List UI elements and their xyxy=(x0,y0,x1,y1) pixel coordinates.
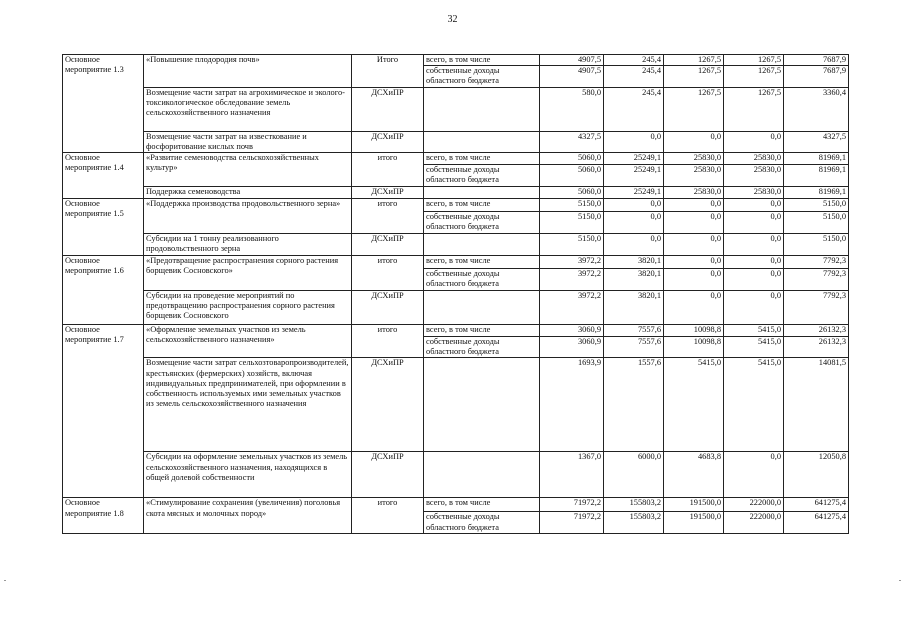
value-cell: 25830,0 xyxy=(724,187,784,199)
executor-cell: итого xyxy=(352,199,424,234)
value-cell: 26132,3 xyxy=(784,337,849,358)
value-cell: 5150,0 xyxy=(784,199,849,212)
value-cell: 14081,5 xyxy=(784,358,849,452)
value-cell: 0,0 xyxy=(724,199,784,212)
value-cell: 0,0 xyxy=(724,452,784,498)
event-cell: Основное мероприятие 1.6 xyxy=(63,256,144,325)
value-cell: 1267,5 xyxy=(724,55,784,66)
executor-cell: ДСХиПР xyxy=(352,234,424,256)
value-cell: 4907,5 xyxy=(540,55,604,66)
value-cell: 5150,0 xyxy=(540,199,604,212)
value-cell: 0,0 xyxy=(664,212,724,234)
value-cell: 191500,0 xyxy=(664,498,724,512)
executor-cell: Итого xyxy=(352,55,424,88)
value-cell: 25830,0 xyxy=(724,153,784,165)
source-cell: всего, в том числе xyxy=(424,498,540,512)
value-cell: 5060,0 xyxy=(540,153,604,165)
value-cell: 5150,0 xyxy=(784,234,849,256)
value-cell: 0,0 xyxy=(664,291,724,325)
table-row xyxy=(63,55,849,66)
event-name-cell: «Развитие семеноводства сельскохозяйственных культур» xyxy=(144,153,352,187)
event-name-cell: Возмещение части затрат на агрохимическое и эколого-токсикологическое обследование земель сельскохозяйственного назначения xyxy=(144,88,352,132)
value-cell: 25249,1 xyxy=(604,187,664,199)
value-cell: 0,0 xyxy=(664,132,724,153)
table-row xyxy=(63,132,849,153)
value-cell: 245,4 xyxy=(604,66,664,88)
value-cell: 245,4 xyxy=(604,55,664,66)
value-cell: 0,0 xyxy=(724,132,784,153)
value-cell: 1267,5 xyxy=(724,66,784,88)
executor-cell: итого xyxy=(352,153,424,187)
executor-cell: итого xyxy=(352,498,424,534)
event-name-cell: Возмещение части затрат сельхозтоваропроизводителей, крестьянских (фермерских) хозяйств, включая индивидуальных предпринимателей, при оформлении в собственность используемых ими земельных участков из земель сельскохозяйственного назначения xyxy=(144,358,352,452)
executor-cell: итого xyxy=(352,325,424,358)
value-cell: 25830,0 xyxy=(664,153,724,165)
event-name-cell: «Повышение плодородия почв» xyxy=(144,55,352,88)
value-cell: 7792,3 xyxy=(784,291,849,325)
value-cell: 3972,2 xyxy=(540,269,604,291)
event-cell: Основное мероприятие 1.8 xyxy=(63,498,144,534)
scan-artifact xyxy=(899,580,901,581)
table-row xyxy=(63,153,849,165)
value-cell: 10098,8 xyxy=(664,325,724,337)
table-row xyxy=(63,256,849,269)
value-cell: 81969,1 xyxy=(784,165,849,187)
source-cell xyxy=(424,132,540,153)
value-cell: 3972,2 xyxy=(540,291,604,325)
value-cell: 4683,8 xyxy=(664,452,724,498)
value-cell: 25830,0 xyxy=(664,165,724,187)
value-cell: 222000,0 xyxy=(724,498,784,512)
event-cell: Основное мероприятие 1.3 xyxy=(63,55,144,153)
value-cell: 580,0 xyxy=(540,88,604,132)
source-cell: всего, в том числе xyxy=(424,199,540,212)
event-name-cell: «Предотвращение распространения сорного растения борщевик Сосновского» xyxy=(144,256,352,291)
table-row xyxy=(63,452,849,498)
value-cell: 25830,0 xyxy=(724,165,784,187)
event-name-cell: «Поддержка производства продовольственного зерна» xyxy=(144,199,352,234)
value-cell: 0,0 xyxy=(664,199,724,212)
value-cell: 7792,3 xyxy=(784,256,849,269)
source-cell xyxy=(424,88,540,132)
source-cell: всего, в том числе xyxy=(424,153,540,165)
event-name-cell: Возмещение части затрат на известкование и фосфоритование кислых почв xyxy=(144,132,352,153)
value-cell: 3820,1 xyxy=(604,256,664,269)
budget-table xyxy=(62,54,849,534)
value-cell: 155803,2 xyxy=(604,512,664,534)
source-cell: собственные доходы областного бюджета xyxy=(424,512,540,534)
event-name-cell: «Оформление земельных участков из земель сельскохозяйственного назначения» xyxy=(144,325,352,358)
value-cell: 25830,0 xyxy=(664,187,724,199)
value-cell: 81969,1 xyxy=(784,153,849,165)
value-cell: 5415,0 xyxy=(724,358,784,452)
value-cell: 3820,1 xyxy=(604,269,664,291)
value-cell: 0,0 xyxy=(724,269,784,291)
value-cell: 0,0 xyxy=(664,269,724,291)
value-cell: 4327,5 xyxy=(784,132,849,153)
value-cell: 7557,6 xyxy=(604,337,664,358)
value-cell: 0,0 xyxy=(664,256,724,269)
table-row xyxy=(63,291,849,325)
table-row xyxy=(63,234,849,256)
value-cell: 26132,3 xyxy=(784,325,849,337)
event-cell: Основное мероприятие 1.4 xyxy=(63,153,144,199)
value-cell: 0,0 xyxy=(724,291,784,325)
source-cell xyxy=(424,358,540,452)
value-cell: 4327,5 xyxy=(540,132,604,153)
value-cell: 7687,9 xyxy=(784,66,849,88)
value-cell: 10098,8 xyxy=(664,337,724,358)
value-cell: 5060,0 xyxy=(540,187,604,199)
value-cell: 71972,2 xyxy=(540,512,604,534)
value-cell: 7687,9 xyxy=(784,55,849,66)
event-cell: Основное мероприятие 1.7 xyxy=(63,325,144,498)
event-name-cell: Поддержка семеноводства xyxy=(144,187,352,199)
source-cell: всего, в том числе xyxy=(424,55,540,66)
source-cell: собственные доходы областного бюджета xyxy=(424,212,540,234)
source-cell: собственные доходы областного бюджета xyxy=(424,269,540,291)
value-cell: 25249,1 xyxy=(604,153,664,165)
executor-cell: ДСХиПР xyxy=(352,452,424,498)
value-cell: 0,0 xyxy=(664,234,724,256)
value-cell: 7792,3 xyxy=(784,269,849,291)
value-cell: 0,0 xyxy=(604,132,664,153)
value-cell: 0,0 xyxy=(724,212,784,234)
value-cell: 5150,0 xyxy=(540,212,604,234)
table-row xyxy=(63,325,849,337)
source-cell xyxy=(424,234,540,256)
value-cell: 1267,5 xyxy=(664,88,724,132)
value-cell: 191500,0 xyxy=(664,512,724,534)
executor-cell: итого xyxy=(352,256,424,291)
event-name-cell: Субсидии на проведение мероприятий по предотвращению распространения сорного растения борщевик Сосновского xyxy=(144,291,352,325)
value-cell: 3060,9 xyxy=(540,325,604,337)
source-cell xyxy=(424,187,540,199)
value-cell: 5415,0 xyxy=(724,337,784,358)
source-cell: собственные доходы областного бюджета xyxy=(424,66,540,88)
value-cell: 1267,5 xyxy=(664,55,724,66)
value-cell: 71972,2 xyxy=(540,498,604,512)
event-name-cell: Субсидии на 1 тонну реализованного продовольственного зерна xyxy=(144,234,352,256)
source-cell: всего, в том числе xyxy=(424,256,540,269)
value-cell: 245,4 xyxy=(604,88,664,132)
value-cell: 5150,0 xyxy=(784,212,849,234)
value-cell: 0,0 xyxy=(724,256,784,269)
value-cell: 5415,0 xyxy=(664,358,724,452)
executor-cell: ДСХиПР xyxy=(352,132,424,153)
scan-artifact xyxy=(4,580,6,581)
value-cell: 155803,2 xyxy=(604,498,664,512)
source-cell xyxy=(424,452,540,498)
value-cell: 3972,2 xyxy=(540,256,604,269)
page-number: 32 xyxy=(447,14,458,25)
table-row xyxy=(63,187,849,199)
executor-cell: ДСХиПР xyxy=(352,88,424,132)
value-cell: 5060,0 xyxy=(540,165,604,187)
value-cell: 0,0 xyxy=(604,212,664,234)
source-cell: собственные доходы областного бюджета xyxy=(424,337,540,358)
value-cell: 0,0 xyxy=(604,199,664,212)
executor-cell: ДСХиПР xyxy=(352,291,424,325)
event-name-cell: «Стимулирование сохранения (увеличения) поголовья скота мясных и молочных пород» xyxy=(144,498,352,534)
value-cell: 5150,0 xyxy=(540,234,604,256)
value-cell: 3820,1 xyxy=(604,291,664,325)
source-cell: собственные доходы областного бюджета xyxy=(424,165,540,187)
value-cell: 3360,4 xyxy=(784,88,849,132)
table-row xyxy=(63,199,849,212)
source-cell xyxy=(424,291,540,325)
value-cell: 4907,5 xyxy=(540,66,604,88)
value-cell: 3060,9 xyxy=(540,337,604,358)
value-cell: 1267,5 xyxy=(664,66,724,88)
value-cell: 641275,4 xyxy=(784,512,849,534)
executor-cell: ДСХиПР xyxy=(352,187,424,199)
event-name-cell: Субсидии на оформление земельных участков из земель сельскохозяйственного назначения, находящихся в общей долевой собственности xyxy=(144,452,352,498)
executor-cell: ДСХиПР xyxy=(352,358,424,452)
value-cell: 12050,8 xyxy=(784,452,849,498)
table-row xyxy=(63,498,849,512)
value-cell: 641275,4 xyxy=(784,498,849,512)
table-row xyxy=(63,88,849,132)
value-cell: 5415,0 xyxy=(724,325,784,337)
value-cell: 222000,0 xyxy=(724,512,784,534)
source-cell: всего, в том числе xyxy=(424,325,540,337)
value-cell: 25249,1 xyxy=(604,165,664,187)
table-row xyxy=(63,358,849,452)
value-cell: 1267,5 xyxy=(724,88,784,132)
value-cell: 1557,6 xyxy=(604,358,664,452)
value-cell: 81969,1 xyxy=(784,187,849,199)
event-cell: Основное мероприятие 1.5 xyxy=(63,199,144,256)
value-cell: 0,0 xyxy=(604,234,664,256)
value-cell: 6000,0 xyxy=(604,452,664,498)
value-cell: 0,0 xyxy=(724,234,784,256)
value-cell: 1367,0 xyxy=(540,452,604,498)
value-cell: 1693,9 xyxy=(540,358,604,452)
value-cell: 7557,6 xyxy=(604,325,664,337)
